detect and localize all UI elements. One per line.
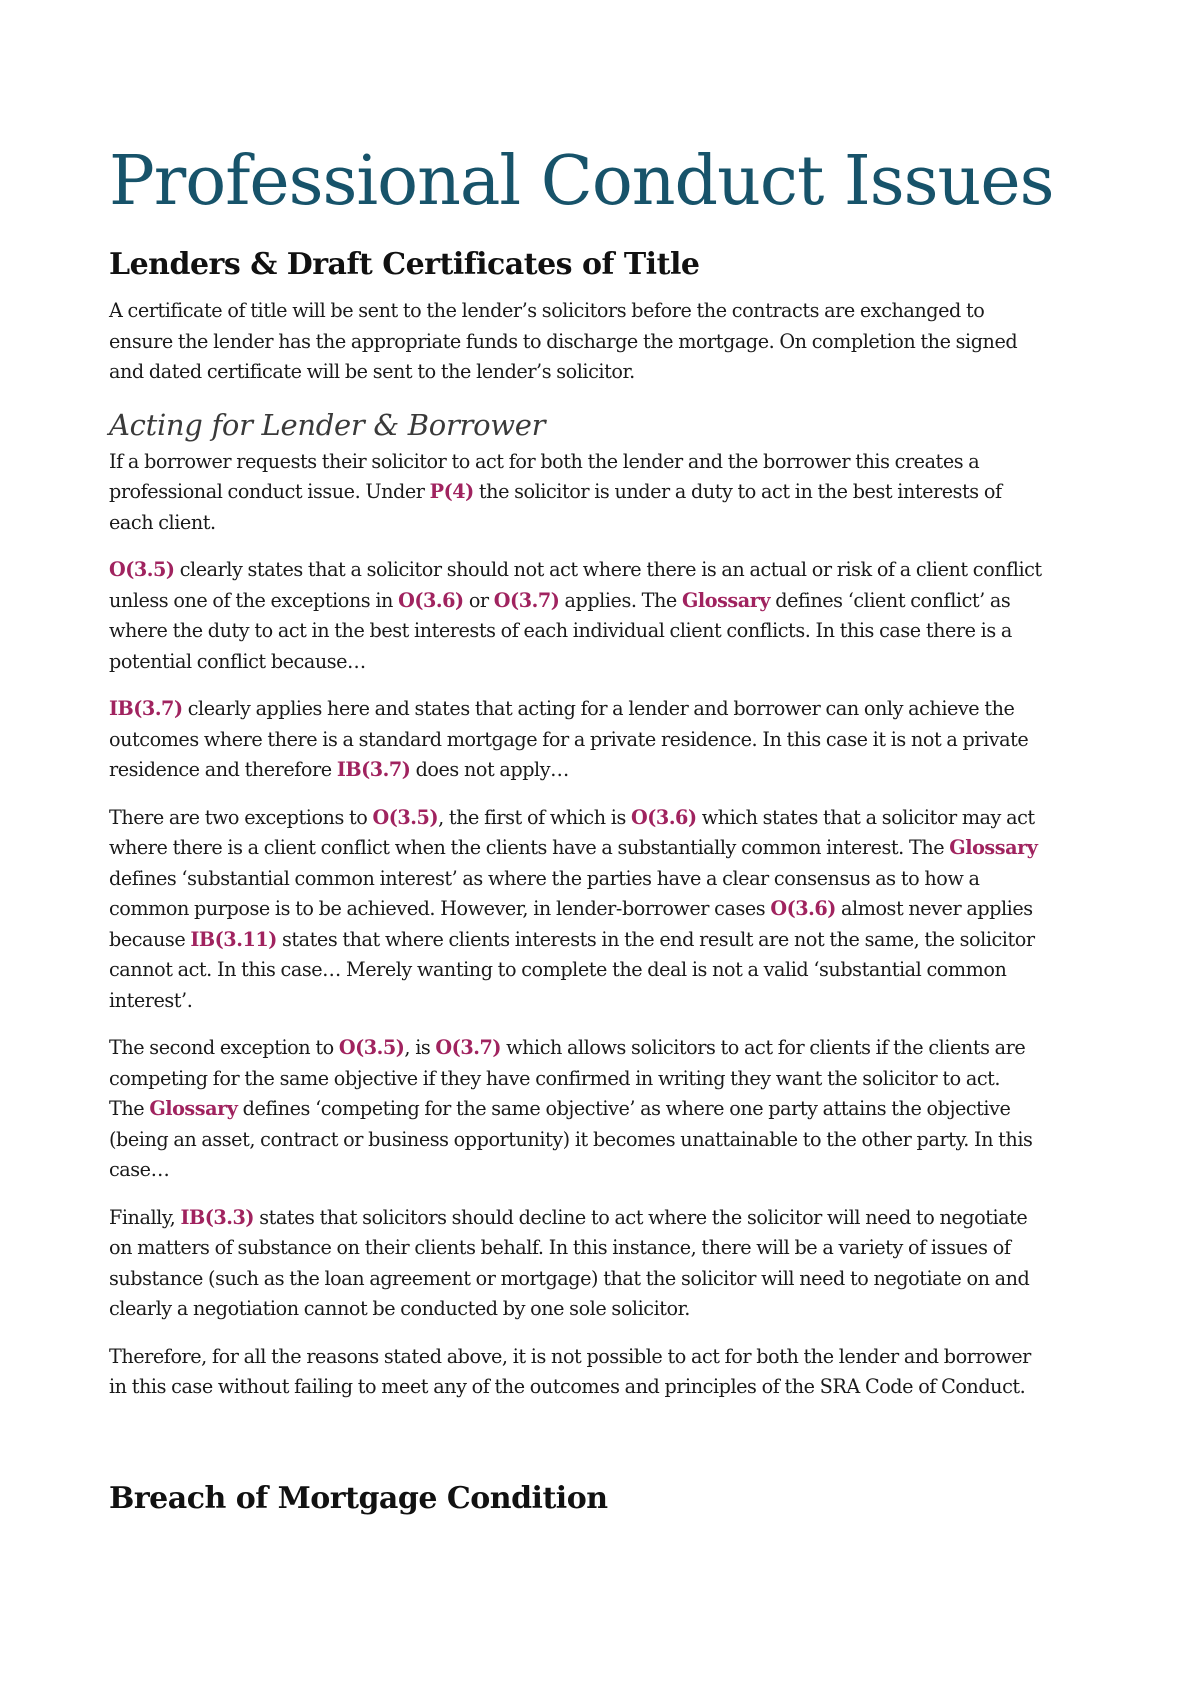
text-segment: which states that a solicitor may act [696,805,1035,829]
intro-paragraph [109,296,1104,388]
text-segment: If a borrower requests their solicitor to act for both the lender and the borrower this creates a [109,449,980,473]
body-paragraph [109,1033,1104,1186]
text-segment: where there is a client conflict when the clients have a substantially common interest. The [109,836,950,859]
code-reference: O(3.5) [109,558,175,581]
text-segment: states that solicitors should decline to act where the solicitor will need to negotiate [254,1205,1028,1229]
body-paragraph [109,555,1104,677]
text-segment: , is [404,1036,436,1059]
paragraph-line [109,897,1033,920]
code-reference: P(4) [429,480,474,503]
text-segment: competing for the same objective if they have confirmed in writing they want the solicitor to act. [109,1066,1001,1090]
body-paragraph [109,803,1104,1017]
section-heading-breach-of-mortgage: Breach of Mortgage Condition [109,1480,608,1516]
text-segment: states that where clients interests in the end result are not the same, the solicitor [276,927,1035,951]
code-reference: Glossary [149,1097,238,1120]
body-paragraph [109,447,1104,539]
section-spacer [109,1420,1104,1470]
paragraph-line [109,758,569,781]
code-reference: O(3.6) [770,897,836,920]
text-segment: clearly applies here and states that acting for a lender and borrower can only achieve the [182,697,1015,720]
text-segment: Finally, [109,1205,181,1229]
text-segment: clearly a negotiation cannot be conducted by one sole solicitor. [109,1297,690,1320]
code-reference: IB(3.7) [109,697,183,720]
body-paragraph [109,694,1104,786]
intro-line: A certificate of title will be sent to the lender’s solicitors before the contracts are exchanged to [109,299,985,322]
code-reference: O(3.5) [338,1036,405,1059]
paragraph-line [109,1036,1025,1059]
paragraph-line [109,1128,1032,1151]
paragraph-line [109,1158,169,1181]
text-segment: potential conflict because… [109,649,366,673]
text-segment: each client. [109,510,216,534]
paragraph-line [109,1267,1029,1290]
code-reference: Glossary [949,836,1038,859]
code-reference: IB(3.11) [190,927,277,951]
text-segment: which allows solicitors to act for clients if the clients are [500,1036,1026,1059]
text-segment: residence and therefore [109,758,337,781]
body-paragraph [109,1203,1104,1325]
intro-line: and dated certificate will be sent to the lender’s solicitor. [109,360,635,383]
paragraph-line [109,1375,1025,1398]
code-reference: O(3.7) [435,1036,501,1059]
body-paragraph [109,1342,1104,1403]
text-segment: common purpose is to be achieved. However, in lender-borrower cases [109,897,771,920]
text-segment: because [109,927,191,951]
paragraph-line [109,958,1006,981]
section-heading-lenders-certificates: Lenders & Draft Certificates of Title [109,247,700,282]
paragraph-line [109,989,192,1012]
document-title: Professional Conduct Issues [109,142,1054,221]
intro-line: ensure the lender has the appropriate funds to discharge the mortgage. On completion the signed [109,329,1018,353]
text-segment: defines ‘substantial common interest’ as where the parties have a clear consensus as to how a [109,866,980,890]
paragraph-line [109,1206,1027,1229]
paragraph-line [109,1345,1031,1368]
text-segment: or [463,588,494,612]
paragraph-line [109,511,216,534]
code-reference: Glossary [681,588,771,612]
text-segment: clearly states that a solicitor should not act where there is an actual or risk of a client conflict [174,558,1042,581]
text-segment: the solicitor is under a duty to act in the best interests of [473,480,1002,503]
text-segment: outcomes where there is a standard mortgage for a private residence. In this case it is not a private [109,727,1029,751]
text-segment: interest’. [109,988,193,1012]
paragraph-line [109,650,366,673]
subsection-heading-acting-for-lender-borrower: Acting for Lender & Borrower [109,407,546,442]
acting-for-lender-borrower-body [109,447,1104,1403]
text-segment: defines ‘competing for the same objective’ as where one party attains the objective [237,1097,1011,1120]
paragraph-line [109,619,1012,642]
text-segment: where the duty to act in the best interests of each individual client conflicts. In this case there is a [109,619,1012,642]
code-reference: IB(3.7) [336,758,411,781]
text-segment: There are two exceptions to [109,805,373,829]
text-segment: in this case without failing to meet any of the outcomes and principles of the SRA Code of Conduct. [109,1375,1026,1398]
paragraph-line [109,1097,1010,1120]
paragraph-line [109,806,1035,829]
paragraph-line [109,589,1010,612]
code-reference: O(3.6) [398,588,464,612]
text-segment: professional conduct issue. Under [109,480,430,503]
text-segment: does not apply… [410,758,569,781]
paragraph-line [109,836,1037,859]
code-reference: IB(3.3) [180,1205,255,1229]
text-segment: almost never applies [835,897,1033,920]
text-segment: unless one of the exceptions in [109,588,399,612]
text-segment: , the first of which is [438,805,632,829]
text-segment: The [109,1097,150,1120]
text-segment: Therefore, for all the reasons stated above, it is not possible to act for both the lender and borrower [109,1344,1031,1368]
paragraph-line [109,697,1014,720]
code-reference: O(3.5) [372,805,439,829]
text-segment: (being an asset, contract or business opportunity) it becomes unattainable to the other party. In this [109,1127,1033,1151]
code-reference: O(3.7) [493,588,560,612]
paragraph-line [109,867,979,890]
paragraph-line [109,480,1002,503]
text-segment: substance (such as the loan agreement or mortgage) that the solicitor will need to negotiate on and [109,1266,1030,1290]
code-reference: O(3.6) [631,805,697,829]
text-segment: on matters of substance on their clients behalf. In this instance, there will be a variety of issues of [109,1236,1011,1259]
paragraph-line [109,728,1028,751]
text-segment: applies. The [559,588,682,612]
paragraph-line [109,450,979,473]
text-segment: cannot act. In this case… Merely wanting to complete the deal is not a valid ‘substantial common [109,958,1007,981]
text-segment: The second exception to [109,1036,339,1059]
document-page [109,140,1104,1530]
paragraph-line [109,1067,1000,1090]
paragraph-line [109,1236,1010,1259]
paragraph-line [109,1297,690,1320]
paragraph-line [109,928,1035,951]
paragraph-line [109,558,1042,581]
text-segment: defines ‘client conflict’ as [770,588,1011,612]
text-segment: case… [109,1158,170,1181]
